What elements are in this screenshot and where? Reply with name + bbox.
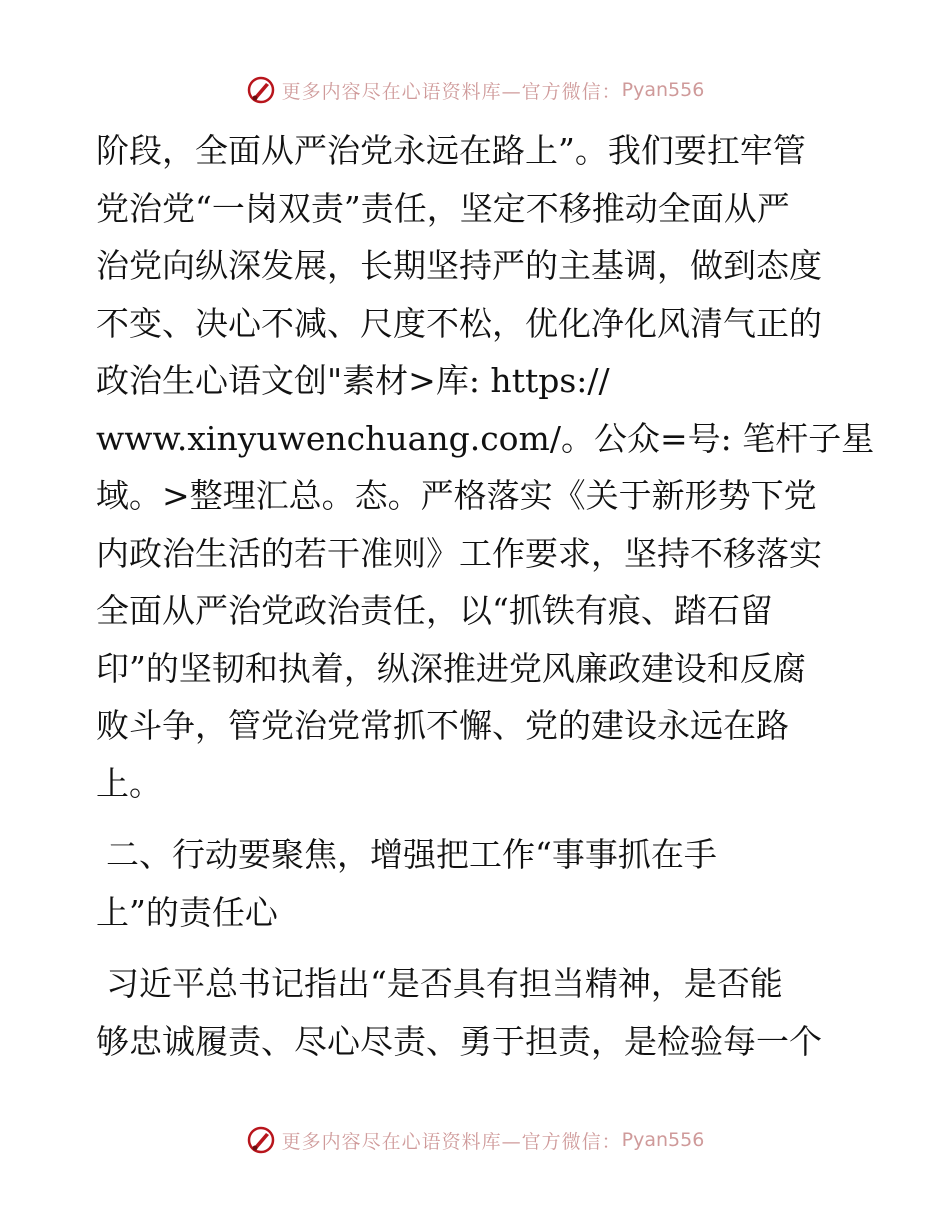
document-body xyxy=(96,122,875,1070)
text-line: 全面从严治党政治责任，以“抓铁有痕、踏石留 xyxy=(96,591,773,630)
text-line: 败斗争，管党治党常抓不懈、党的建设永远在路 xyxy=(96,706,789,745)
text-line: www.xinyuwenchuang.com/。公众=号: 笔杆子星 xyxy=(96,418,875,458)
ink-brush-logo-icon xyxy=(246,75,276,105)
text-line: 域。>整理汇总。态。严格落实《关于新形势下党 xyxy=(96,476,817,515)
banner-text: 更多内容尽在心语资料库—官方微信： xyxy=(281,1130,622,1153)
banner-text: 更多内容尽在心语资料库—官方微信： xyxy=(281,80,622,103)
text-line: 印”的坚韧和执着，纵深推进党风廉政建设和反腐 xyxy=(96,648,806,688)
text-line: 不变、决心不减、尺度不松，优化净化风清气正的 xyxy=(96,303,822,343)
section-heading-line: 上”的责任心 xyxy=(96,892,278,932)
header-watermark-banner xyxy=(0,72,950,108)
text-line: 习近平总书记指出“是否具有担当精神，是否能 xyxy=(106,964,783,1003)
text-line: 阶段，全面从严治党永远在路上”。我们要扛牢管 xyxy=(96,131,806,170)
text-line: 政治生心语文创"素材>库: https:// xyxy=(96,361,610,400)
section-heading-line: 二、行动要聚焦，增强把工作“事事抓在手 xyxy=(106,835,717,874)
text-line: 治党向纵深发展，长期坚持严的主基调，做到态度 xyxy=(96,246,822,285)
text-line: 够忠诚履责、尽心尽责、勇于担责，是检验每一个 xyxy=(96,1021,822,1061)
footer-watermark-banner xyxy=(0,1122,950,1158)
banner-contact: Pyan556 xyxy=(621,79,705,101)
text-line: 上。 xyxy=(96,763,162,803)
text-line: 党治党“一岗双责”责任，坚定不移推动全面从严 xyxy=(96,188,790,228)
ink-brush-logo-icon xyxy=(246,1125,276,1155)
text-line: 内政治生活的若干准则》工作要求，坚持不移落实 xyxy=(96,533,822,573)
banner-contact: Pyan556 xyxy=(621,1129,705,1151)
